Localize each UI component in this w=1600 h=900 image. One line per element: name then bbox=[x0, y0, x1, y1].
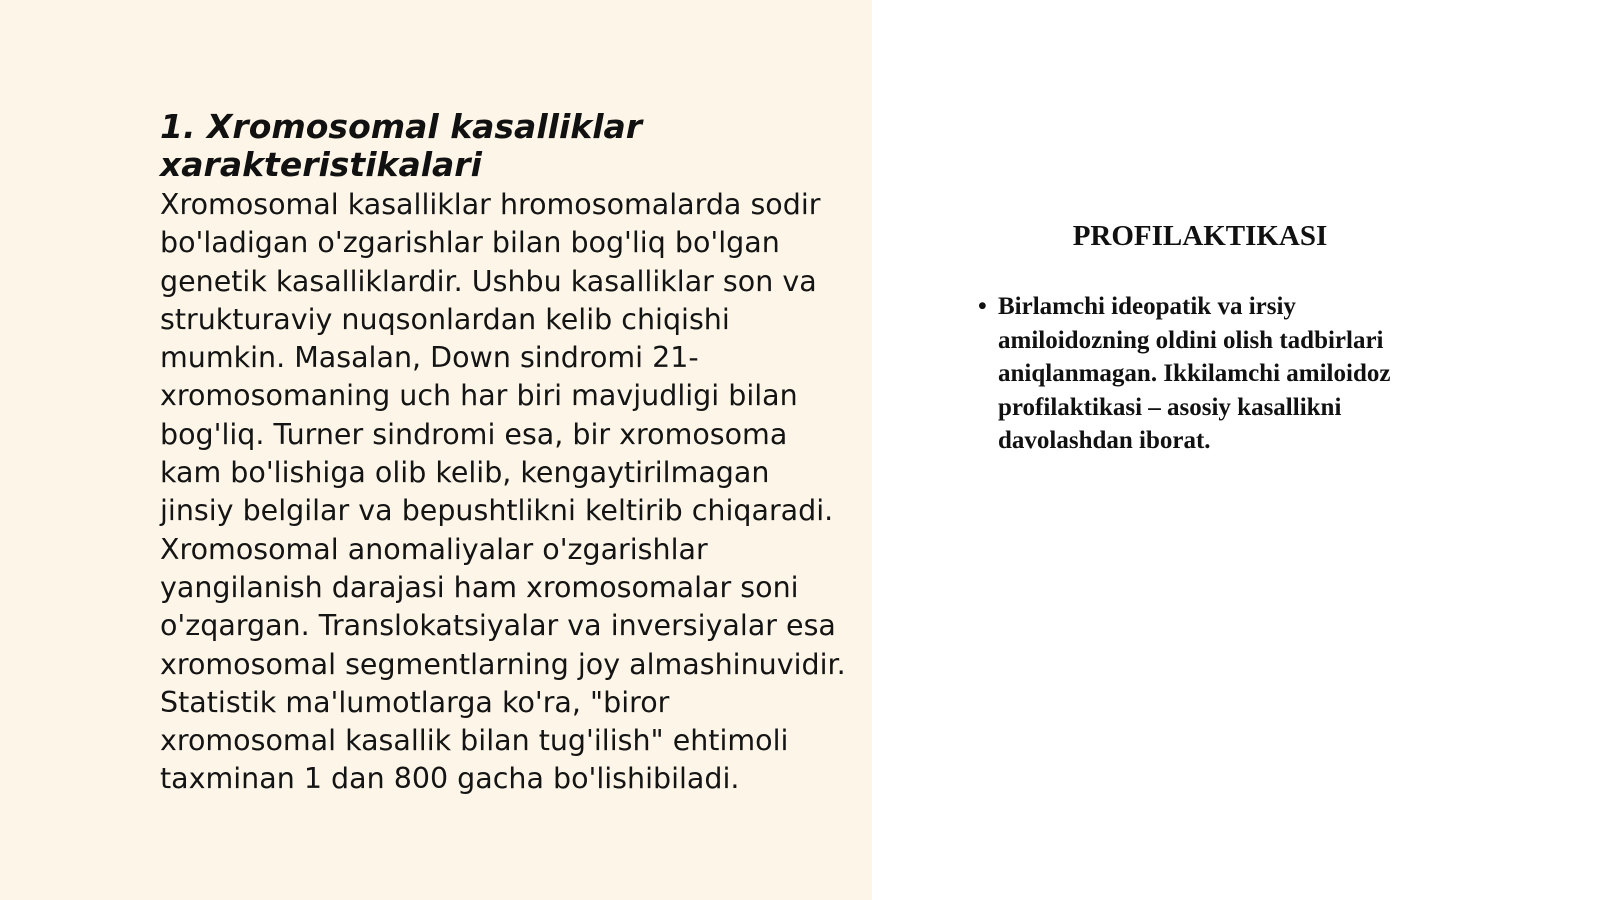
bullet-icon: • bbox=[978, 293, 987, 320]
list-item bbox=[978, 290, 1438, 458]
list-item-text: Birlamchi ideopatik va irsiy amiloidozning oldini olish tadbirlari aniqlanmagan. Ikkilamchi amiloidoz profilaktikasi – asosiy kasallikni davolashdan iborat. bbox=[998, 293, 1391, 454]
section-heading: 1. Xromosomal kasalliklar xarakteristikalari bbox=[160, 107, 643, 184]
body-paragraph: Xromosomal kasalliklar hromosomalarda sodir bo'ladigan o'zgarishlar bilan bog'liq bo'lgan genetik kasalliklardir. Ushbu kasalliklar son va strukturaviy nuqsonlardan kelib chiqishi mumkin. Masalan, Down sindromi 21-xromosomaning uch har biri mavjudligi bilan bog'liq. Turner sindromi esa, bir xromosoma kam bo'lishiga olib kelib, kengaytirilmagan jinsiy belgilar va bepushtlikni keltirib chiqaradi. Xromosomal anomaliyalar o'zgarishlar yangilanish darajasi ham xromosomalar soni o'zqargan. Translokatsiyalar va inversiyalar esa xromosomal segmentlarning joy almashinuvidir. Statistik ma'lumotlarga ko'ra, "biror xromosomal kasallik bilan tug'ilish" ehtimoli taxminan 1 dan 800 gacha bo'lishibiladi. bbox=[160, 188, 846, 796]
prevention-title: PROFILAKTIKASI bbox=[1072, 220, 1328, 252]
prevention-list bbox=[978, 290, 1438, 458]
